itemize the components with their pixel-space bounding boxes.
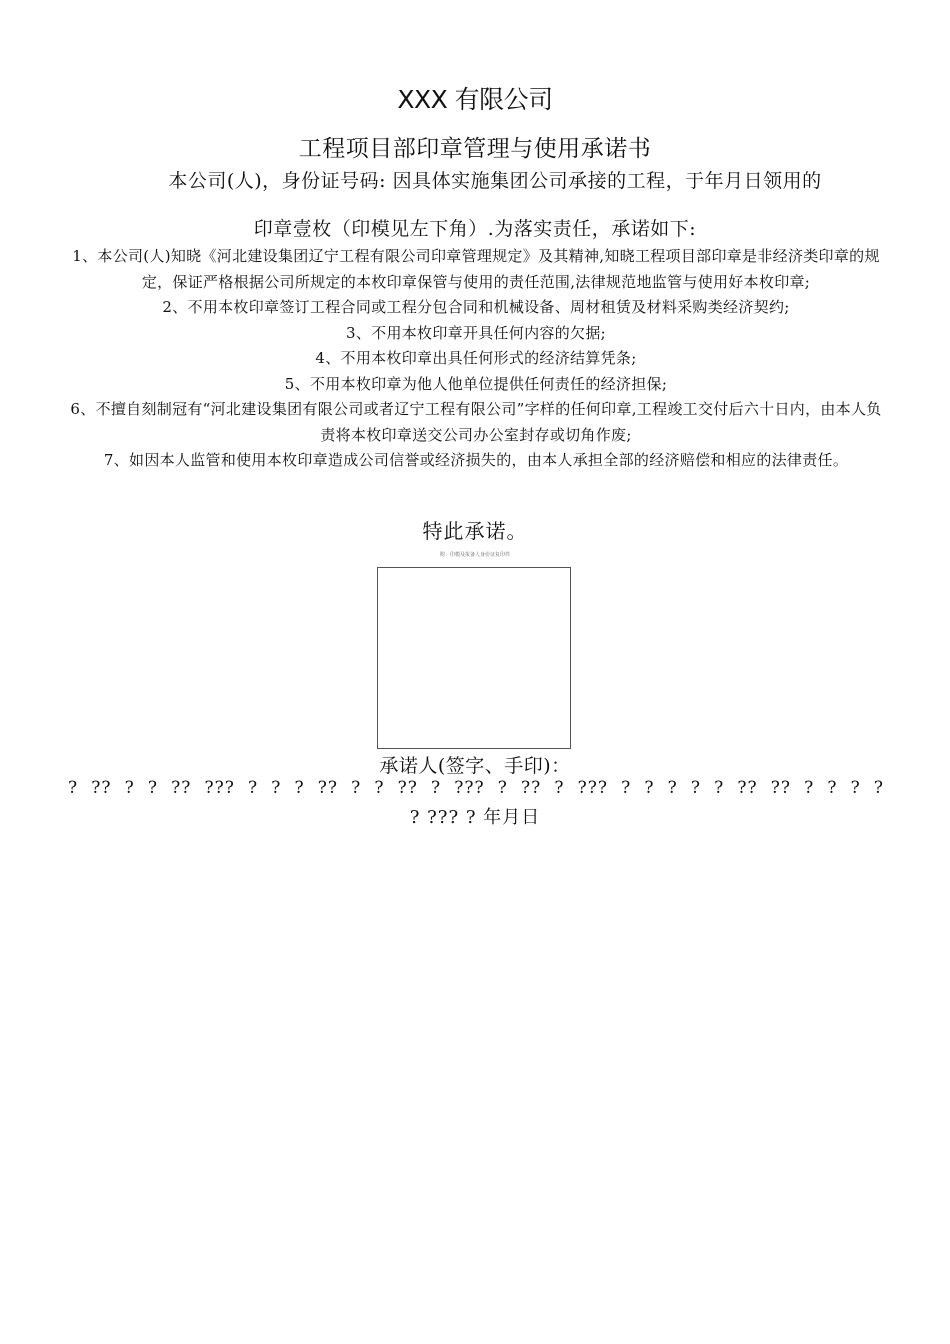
clause-item: 5、不用本枚印章为他人他单位提供任何责任的经济担保;	[284, 374, 668, 393]
company-name: XXX 有限公司	[397, 85, 553, 114]
clause-item: 1、本公司(人)知晓《河北建设集团辽宁工程有限公司印章管理规定》及其精神,知晓工程项目部印章是非经济类印章的规定，保证严格根据公司所规定的本枚印章保管与使用的责任范围,法律规范地监管与使用好本枚印章;	[72, 247, 880, 291]
intro-paragraph: 本公司(人)，身份证号码: 因具体实施集团公司承接的工程，于年月日领用的	[168, 170, 822, 192]
stamp-note: 附：印模及报备人身份证复印件	[439, 552, 510, 558]
clause-item: 4、不用本枚印章出具任何形式的经济结算凭条;	[315, 349, 637, 367]
placeholder-text-line: ? ?? ? ? ?? ??? ? ? ? ?? ? ? ?? ? ??? ? ?? ? ??? ? ? ? ? ? ?? ?? ? ? ? ?	[68, 778, 884, 798]
intro-paragraph-continued: 印章壹枚（印模见左下角）.为落实责任，承诺如下:	[253, 218, 697, 240]
stamp-impression-box	[377, 567, 571, 749]
clause-item: 7、如因本人监管和使用本枚印章造成公司信誉或经济损失的，由本人承担全部的经济赔偿和相应的法律责任。	[103, 451, 849, 469]
date-line: ? ??? ? 年月日	[409, 807, 541, 828]
closing-statement: 特此承诺。	[422, 519, 528, 543]
clause-list	[66, 244, 886, 474]
clause-item: 3、不用本枚印章开具任何内容的欠据;	[346, 323, 606, 342]
document-title: 工程项目部印章管理与使用承诺书	[298, 136, 652, 162]
clause-item: 2、不用本枚印章签订工程合同或工程分包合同和机械设备、周材租赁及材料采购类经济契约;	[162, 298, 790, 316]
clause-item: 6、不擅自刻制冠有“河北建设集团有限公司或者辽宁工程有限公司”字样的任何印章,工程竣工交付后六十日内，由本人负责将本枚印章送交公司办公室封存或切角作废;	[70, 400, 882, 444]
promisor-signature-label: 承诺人(签字、手印)：	[379, 755, 571, 777]
